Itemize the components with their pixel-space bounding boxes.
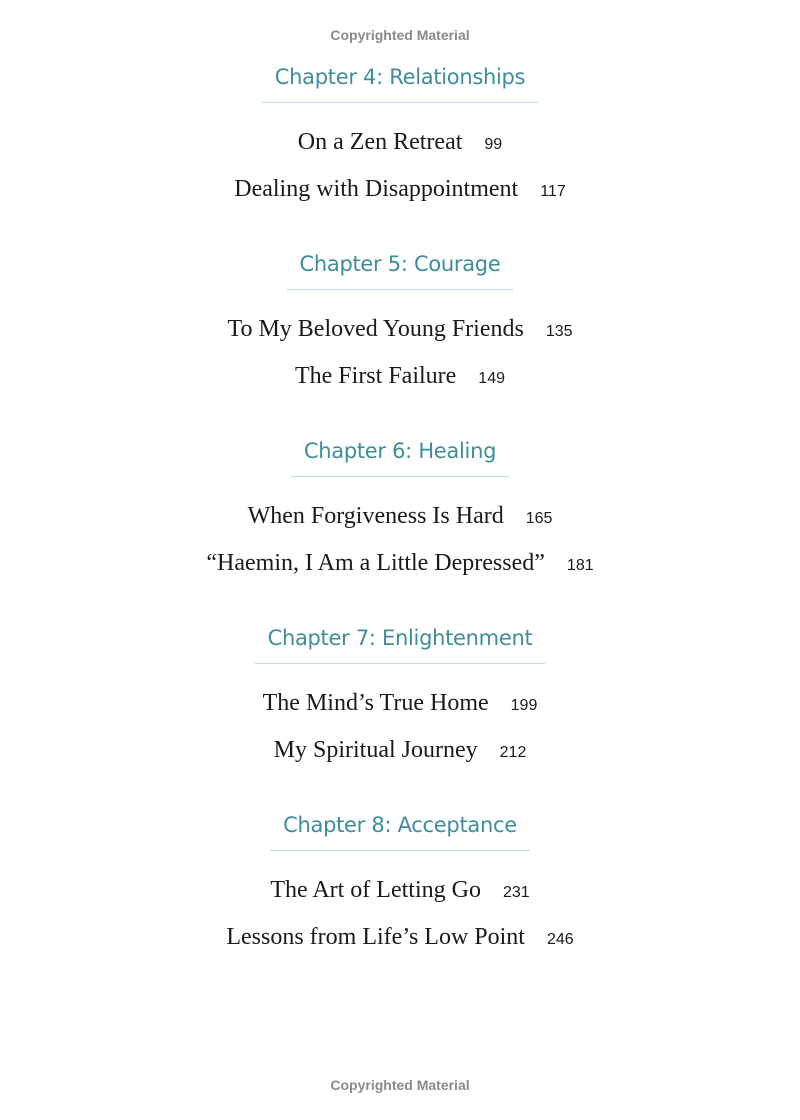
toc-entry[interactable] bbox=[0, 727, 800, 774]
copyright-watermark-bottom: Copyrighted Material bbox=[330, 1077, 470, 1093]
chapter-section bbox=[0, 810, 800, 997]
entry-page: 135 bbox=[545, 323, 573, 340]
chapter-section bbox=[0, 436, 800, 623]
entry-title: To My Beloved Young Friends bbox=[227, 316, 524, 342]
toc-entry[interactable] bbox=[0, 306, 800, 353]
entry-title: Dealing with Disappointment bbox=[234, 176, 519, 202]
toc-entry[interactable] bbox=[0, 914, 800, 961]
entry-page: 117 bbox=[540, 183, 566, 200]
entry-page: 181 bbox=[566, 557, 594, 574]
chapter-heading: Chapter 5: Courage bbox=[287, 249, 514, 290]
entry-page: 246 bbox=[546, 931, 574, 948]
chapter-section bbox=[0, 249, 800, 436]
entry-page: 231 bbox=[502, 884, 530, 901]
toc-entry[interactable] bbox=[0, 540, 800, 587]
entry-title: The Art of Letting Go bbox=[270, 877, 481, 903]
entry-title: On a Zen Retreat bbox=[297, 129, 463, 155]
toc-entry[interactable] bbox=[0, 166, 800, 213]
toc-entry[interactable] bbox=[0, 680, 800, 727]
entry-title: The Mind’s True Home bbox=[262, 690, 489, 716]
entry-title: “Haemin, I Am a Little Depressed” bbox=[206, 550, 545, 576]
toc-entry[interactable] bbox=[0, 493, 800, 540]
toc-entry[interactable] bbox=[0, 353, 800, 400]
chapter-heading: Chapter 4: Relationships bbox=[262, 62, 538, 103]
toc-entry[interactable] bbox=[0, 119, 800, 166]
copyright-watermark-top: Copyrighted Material bbox=[330, 27, 470, 43]
entry-page: 99 bbox=[484, 136, 503, 153]
entry-title: Lessons from Life’s Low Point bbox=[226, 924, 525, 950]
entry-page: 149 bbox=[478, 370, 505, 387]
entry-title: The First Failure bbox=[294, 363, 457, 389]
entry-page: 165 bbox=[525, 510, 553, 527]
chapter-heading: Chapter 6: Healing bbox=[291, 436, 509, 477]
chapter-heading: Chapter 8: Acceptance bbox=[270, 810, 530, 851]
chapter-heading: Chapter 7: Enlightenment bbox=[255, 623, 546, 664]
entry-title: My Spiritual Journey bbox=[273, 737, 478, 763]
entry-title: When Forgiveness Is Hard bbox=[247, 503, 504, 529]
chapter-section bbox=[0, 623, 800, 810]
toc-entry[interactable] bbox=[0, 867, 800, 914]
entry-page: 199 bbox=[510, 697, 538, 714]
chapter-section bbox=[0, 62, 800, 249]
entry-page: 212 bbox=[499, 744, 527, 761]
table-of-contents bbox=[0, 62, 800, 997]
